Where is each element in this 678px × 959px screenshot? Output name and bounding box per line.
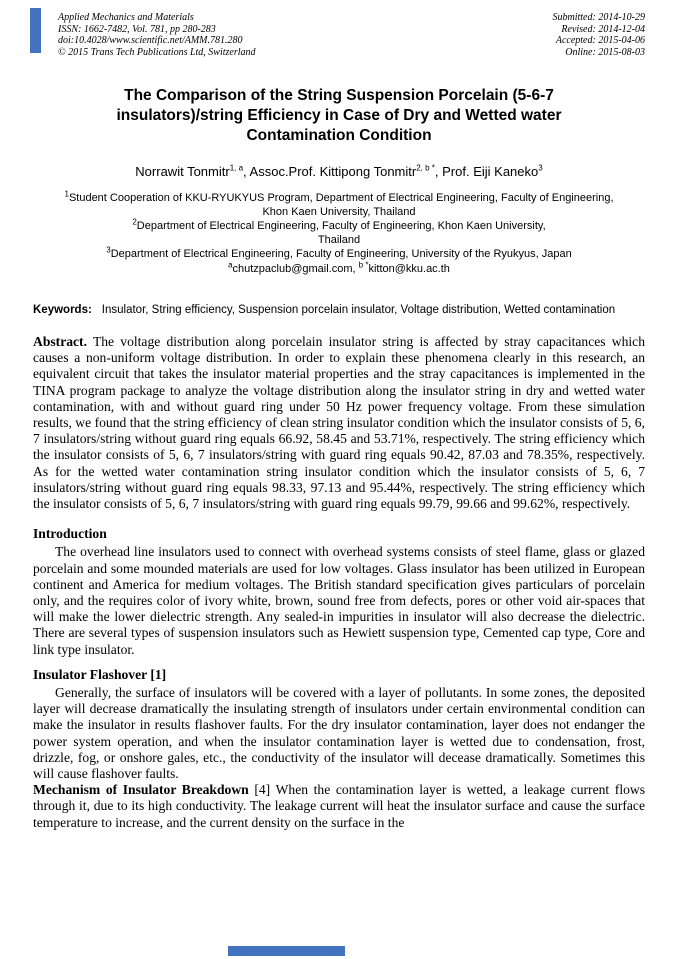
bottom-accent-bar (228, 946, 345, 956)
author-2: Assoc.Prof. Kittipong Tonmitr (249, 164, 417, 179)
author-2-sup: 2, b * (416, 163, 435, 173)
top-accent-bar (30, 8, 41, 53)
author-emails (33, 262, 645, 276)
affiliation-3 (104, 247, 574, 261)
copyright-line: © 2015 Trans Tech Publications Ltd, Switzerland (58, 46, 256, 58)
flashover-heading: Insulator Flashover [1] (33, 666, 167, 682)
doi-line: doi:10.4028/www.scientific.net/AMM.781.280 (58, 35, 243, 46)
email-1-sup: a (228, 260, 233, 270)
online-date: Online: 2015-08-03 (565, 46, 645, 58)
flashover-paragraph: Generally, the surface of insulators will be covered with a layer of pollutants. In some zones, the deposited layer will decrease dramatically the insulating strength of insulators under certain environmental condition can make the insulator in results flashover faults. For the dry insulator contamination, layer does not endanger the power system operation, and when the insulator contamination layer is wetted due to condensation, frost, drizzle, fog, or onshore gales, etc., the conductivity of the insulator will decease dramatically. Sometimes this will cause flashover faults. (33, 685, 645, 782)
submitted-date: Submitted: 2014-10-29 (552, 12, 645, 23)
introduction-paragraph: The overhead line insulators used to connect with overhead systems consists of steel flame, glass or glazed porcelain and some mounded materials are used for low voltages. Glass insulator has been utilized in European continent and America for medium voltages. The British standard specification gives particulars of porcelain only, and the requires color of ivory white, brown, sound free from defects, pores or other void air-spaces that will make the lower dielectric strength. Any sealed-in impurities in insulator will also decrease the dielectric. There are several types of suspension insulators such as Hewiett suspension type, Cemented cap type, Core and link type insulator. (33, 544, 645, 657)
affiliation-1 (54, 191, 624, 219)
author-1: Norrawit Tonmitr (135, 164, 230, 179)
mechanism-paragraph (33, 782, 645, 831)
mechanism-text: [4] When the contamination layer is wetted, a leakage current flows through it, due to its high conductivity. The leakage current will heat the insulator surface and cause the surface temperature to increase, and the current density on the surface in the (33, 782, 646, 830)
abstract-text: The voltage distribution along porcelain insulator string is affected by stray capacitances which causes a non-uniform voltage distribution. In order to explain these phenomena clearly in this research, an equivalent circuit that takes the insulator material properties and the stray capacitances is implemented in the TINA program package to analyze the voltage distribution along the insulator string in dry and wetted water contamination, with and without guard ring under 50 Hz power frequency voltage. From these simulation results, we found that the string efficiency of clean string insulator condition which the insulator consists of 5, 6, 7 insulators/string without guard ring equals 66.92, 58.45 and 53.71%, respectively. The string efficiency which the insulator consists of 5, 6, 7 insulators/string with guard ring equals 90.42, 87.03 and 78.35%, respectively. As for the wetted water contamination string insulator condition which the insulator consists of 5, 6, 7 insulators/string without guard ring equals 98.33, 97.13 and 95.44%, respectively. The string efficiency which the insulator consists of 5, 6, 7 insulators/string with guard ring equals 99.79, 99.66 and 99.62%, respectively. (33, 334, 646, 512)
authors-line (33, 164, 645, 179)
affiliation-1-sup: 1 (64, 189, 69, 199)
accepted-date: Accepted: 2015-04-06 (555, 35, 645, 46)
email-1: chutzpaclub@gmail.com, (232, 263, 356, 275)
author-separator-2: , (434, 164, 443, 179)
submission-dates (553, 12, 646, 58)
keywords-label: Keywords: (33, 304, 92, 316)
affiliation-2 (129, 219, 549, 247)
journal-info (58, 12, 256, 58)
author-3-sup: 3 (538, 163, 543, 173)
email-2: kitton@kku.ac.th (368, 263, 450, 275)
mechanism-runin-heading: Mechanism of Insulator Breakdown (33, 782, 249, 798)
journal-name: Applied Mechanics and Materials (58, 12, 194, 23)
affiliations-block (33, 191, 645, 276)
author-1-sup: 1, a (229, 163, 244, 173)
affiliation-3-sup: 3 (106, 245, 111, 255)
affiliation-3-text: Department of Electrical Engineering, Faculty of Engineering, University of the Ryukyus, Japan (110, 248, 572, 260)
affiliation-2-text: Department of Electrical Engineering, Faculty of Engineering, Khon Kaen University, Thailand (136, 220, 546, 246)
keywords-text: Insulator, String efficiency, Suspension porcelain insulator, Voltage distribution, Wetted contamination (101, 304, 616, 316)
abstract-paragraph (33, 334, 645, 512)
abstract-label: Abstract. (33, 334, 87, 349)
author-3: Prof. Eiji Kaneko (442, 164, 539, 179)
revised-date: Revised: 2014-12-04 (561, 23, 645, 35)
introduction-heading: Introduction (33, 526, 107, 542)
author-separator-1: , (243, 164, 250, 179)
keywords-line (33, 302, 645, 318)
paper-header (33, 12, 645, 58)
email-2-sup: b * (358, 260, 369, 270)
paper-title: The Comparison of the String Suspension Porcelain (5-6-7 insulators)/string Efficiency in Case of Dry and Wetted water Contamination Condition (116, 87, 562, 144)
issn-line: ISSN: 1662-7482, Vol. 781, pp 280-283 (58, 23, 216, 35)
affiliation-2-sup: 2 (132, 217, 137, 227)
affiliation-1-text: Student Cooperation of KKU-RYUKYUS Program, Department of Electrical Engineering, Faculty of Engineering, Khon Kaen University, Thailand (68, 192, 614, 218)
